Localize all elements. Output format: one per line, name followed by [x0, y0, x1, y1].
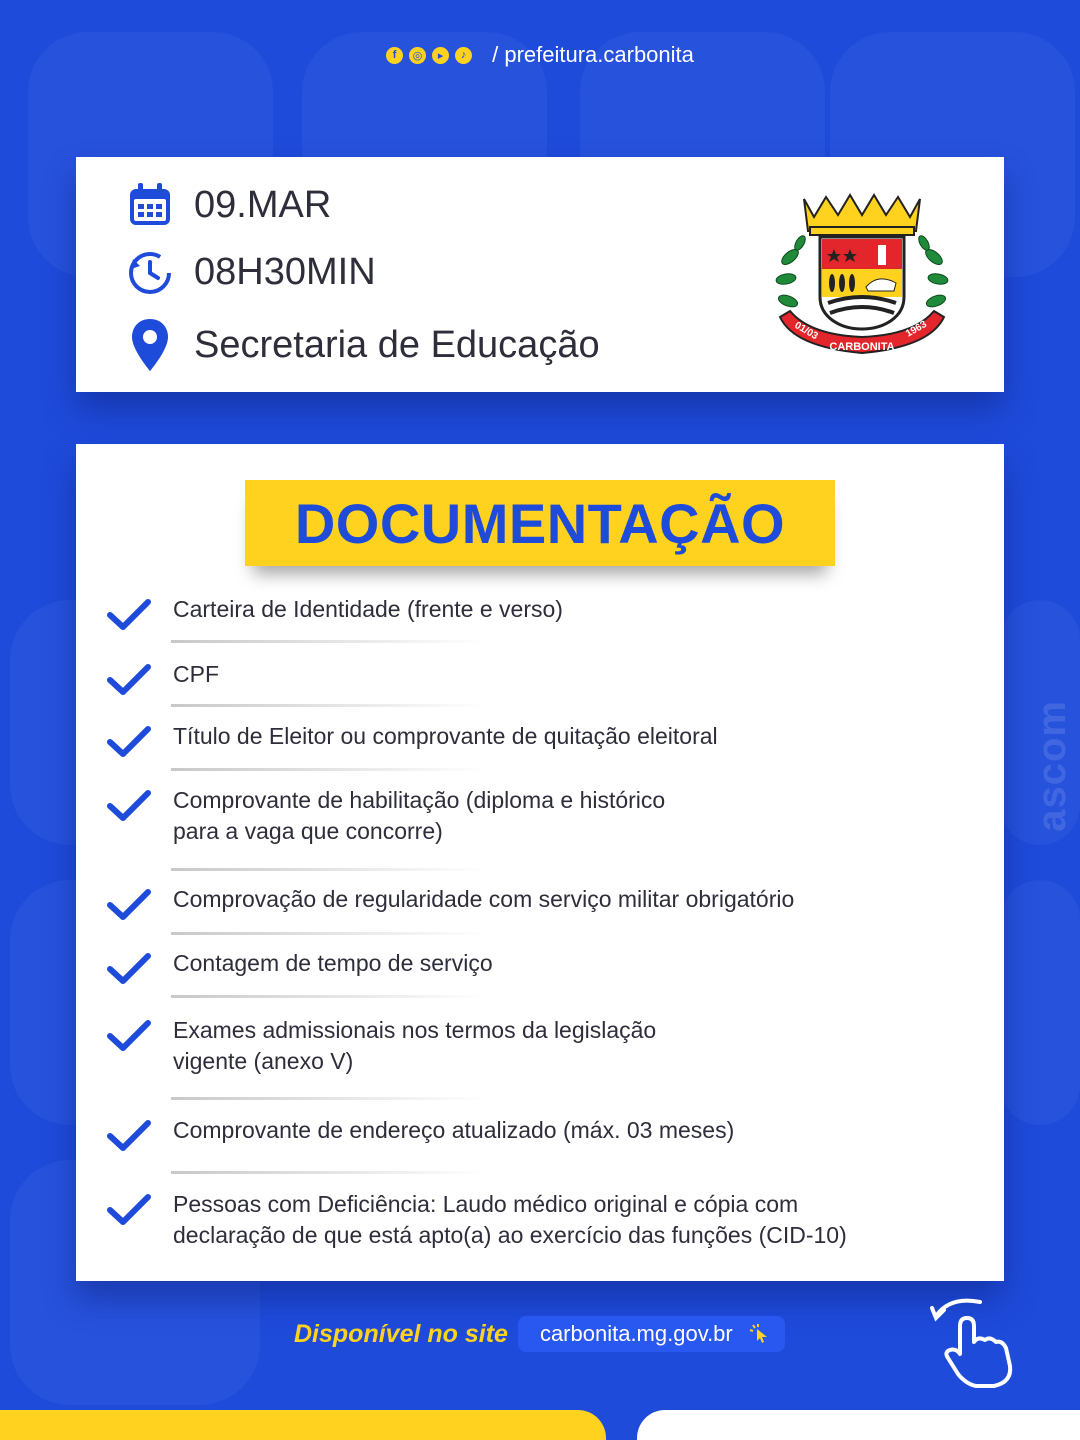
documentation-banner — [245, 480, 835, 566]
crest-name: CARBONITA — [829, 341, 895, 353]
document-item-text: Comprovante de endereço atualizado (máx. 03 meses) — [173, 1117, 735, 1143]
document-item-text: Exames admissionais nos termos da legislação vigente (anexo V) — [173, 1017, 657, 1074]
brand-watermark: ascom — [1030, 700, 1074, 832]
check-icon — [106, 888, 152, 922]
document-item-text: CPF — [173, 661, 219, 687]
documentation-title: DOCUMENTAÇÃO — [294, 491, 786, 555]
document-item-text: Comprovação de regularidade com serviço militar obrigatório — [173, 886, 795, 912]
youtube-icon[interactable]: ▸ — [432, 47, 449, 64]
cursor-click-icon — [749, 1323, 771, 1345]
document-item-text: Carteira de Identidade (frente e verso) — [173, 596, 563, 622]
clock-icon — [126, 249, 174, 295]
tiktok-icon[interactable]: ♪ — [455, 47, 472, 64]
bottom-yellow-bar — [0, 1410, 606, 1440]
document-item-text: Pessoas com Deficiência: Laudo médico original e cópia com declaração de que está apto(a) ao exercício das funções (CID-10) — [173, 1191, 847, 1248]
footer — [294, 1316, 785, 1352]
site-link[interactable] — [518, 1316, 785, 1352]
event-location-row — [126, 317, 600, 373]
carbonita-crest — [774, 187, 950, 363]
item-divider — [171, 640, 486, 643]
calendar-icon — [126, 183, 174, 227]
facebook-icon[interactable]: f — [386, 47, 403, 64]
check-icon — [106, 1019, 152, 1053]
document-item-text: Título de Eleitor ou comprovante de quitação eleitoral — [173, 723, 718, 749]
check-icon — [106, 789, 152, 823]
item-divider — [171, 1171, 486, 1174]
event-location: Secretaria de Educação — [194, 323, 600, 366]
event-time-row — [126, 249, 376, 295]
site-url[interactable]: carbonita.mg.gov.br — [539, 1321, 733, 1346]
documentation-card — [76, 444, 1004, 1281]
check-icon — [106, 952, 152, 986]
document-item-text: Comprovante de habilitação (diploma e histórico para a vaga que concorre) — [173, 787, 666, 844]
event-date: 09.MAR — [194, 183, 332, 226]
check-icon — [106, 725, 152, 759]
item-divider — [171, 995, 486, 998]
event-time: 08H30MIN — [194, 250, 376, 293]
check-icon — [106, 1119, 152, 1153]
instagram-icon[interactable]: ◎ — [409, 47, 426, 64]
document-item-text: Contagem de tempo de serviço — [173, 950, 493, 976]
item-divider — [171, 868, 486, 871]
event-info-card — [76, 157, 1004, 392]
item-divider — [171, 1097, 486, 1100]
item-divider — [171, 932, 486, 935]
item-divider — [171, 704, 486, 707]
event-date-row — [126, 183, 331, 227]
check-icon — [106, 1193, 152, 1227]
bg-square — [1000, 880, 1080, 1125]
check-icon — [106, 663, 152, 697]
map-pin-icon — [126, 317, 174, 373]
crest-date: 01/03 — [792, 320, 820, 343]
bottom-white-bar — [637, 1410, 1080, 1440]
check-icon — [106, 598, 152, 632]
crest-year: 1963 — [904, 318, 929, 340]
item-divider — [171, 768, 486, 771]
social-handle: / prefeitura.carbonita — [492, 42, 694, 67]
tap-hand-icon — [930, 1296, 1022, 1390]
footer-label: Disponível no site — [294, 1319, 508, 1348]
social-bar — [0, 42, 1080, 68]
